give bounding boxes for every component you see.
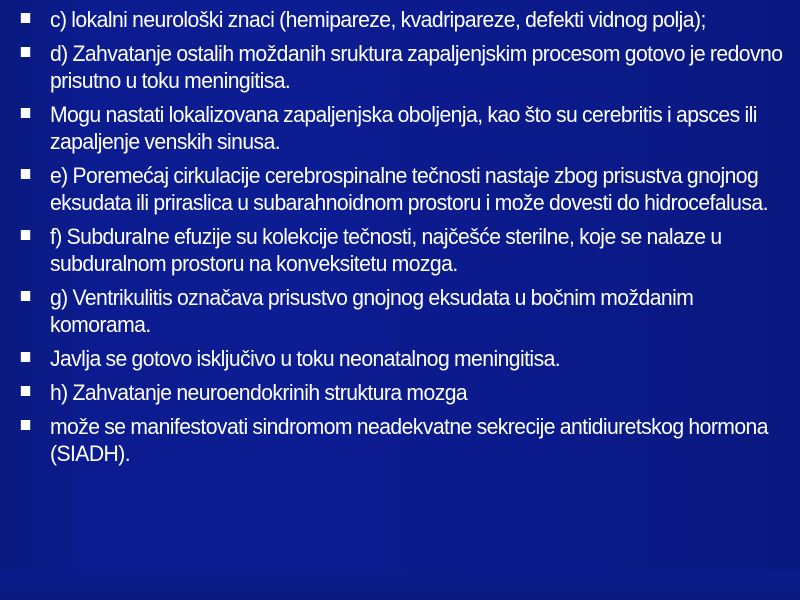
bullet-text: h) Zahvatanje neuroendokrinih struktura mozga (49, 380, 468, 405)
bullet-text: g) Ventrikulitis označava prisustvo gnojnog eksudata u bočnim moždanim komorama. (49, 285, 694, 337)
bullet-text: d) Zahvatanje ostalih moždanih sruktura zapaljenjskim procesom gotovo je redovno prisutno u toku meningitisa. (49, 41, 783, 93)
bullet-item (18, 379, 793, 406)
bullet-item (18, 40, 793, 94)
bullet-text: Javlja se gotovo isključivo u toku neonatalnog meningitisa. (49, 346, 561, 371)
bullet-item (18, 6, 793, 33)
bullet-item (18, 101, 793, 155)
square-bullet-icon (21, 169, 30, 179)
square-bullet-icon (21, 13, 30, 23)
background-band-bottom (0, 570, 800, 600)
square-bullet-icon (21, 47, 30, 57)
square-bullet-icon (21, 291, 30, 301)
bullet-text: f) Subduralne efuzije su kolekcije tečnosti, najčešće sterilne, koje se nalaze u subduralnom prostoru na konveksitetu mozga. (49, 224, 722, 276)
bullet-text: može se manifestovati sindromom neadekvatne sekrecije antidiuretskog hormona (SIADH). (49, 414, 768, 466)
bullet-item (18, 162, 793, 216)
square-bullet-icon (21, 352, 30, 362)
square-bullet-icon (21, 108, 30, 118)
bullet-item (18, 345, 793, 372)
square-bullet-icon (21, 386, 30, 396)
bullet-text: e) Poremećaj cirkulacije cerebrospinalne tečnosti nastaje zbog prisustva gnojnog eksudata ili priraslica u subarahnoidnom prostoru i može dovesti do hidrocefalusa. (49, 163, 768, 215)
bullet-list (18, 6, 794, 474)
bullet-item (18, 413, 793, 467)
square-bullet-icon (21, 420, 30, 430)
square-bullet-icon (21, 230, 30, 240)
bullet-text: Mogu nastati lokalizovana zapaljenjska oboljenja, kao što su cerebritis i apsces ili zapaljenje venskih sinusa. (49, 102, 757, 154)
bullet-item (18, 284, 793, 338)
bullet-item (18, 223, 793, 277)
bullet-text: c) lokalni neurološki znaci (hemipareze, kvadripareze, defekti vidnog polja); (49, 7, 706, 32)
